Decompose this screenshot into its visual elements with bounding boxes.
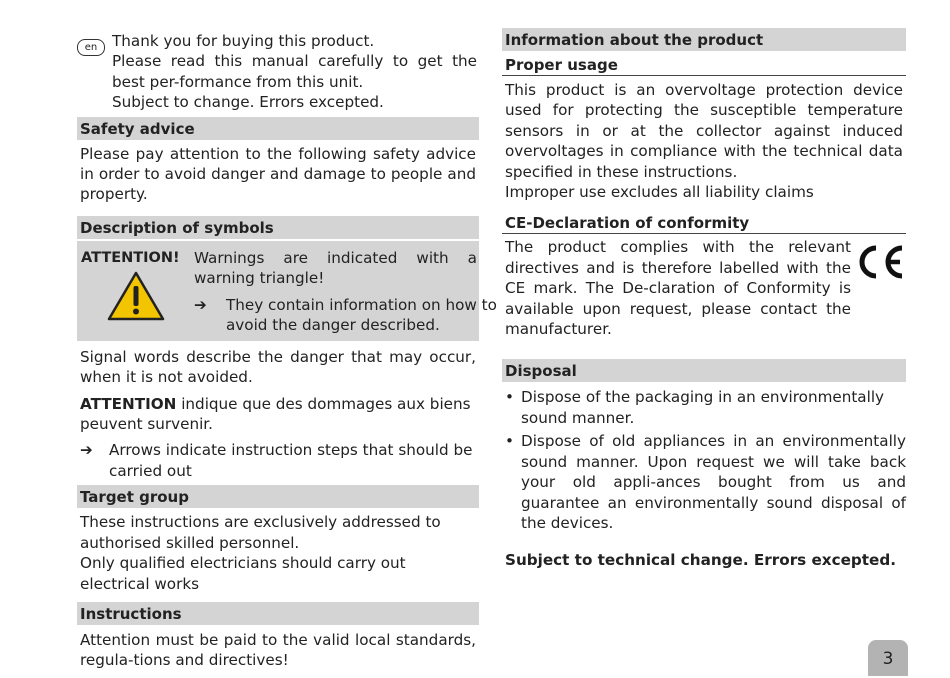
attention-label: ATTENTION! — [81, 249, 180, 266]
instructions-text: Attention must be paid to the valid local standards, regula-tions and directives! — [80, 630, 476, 670]
safety-heading: Safety advice — [77, 117, 479, 140]
arrow-right-icon: ➔ — [80, 441, 93, 460]
left-column — [77, 28, 497, 671]
target-line-2: Only qualified electricians should carry out electrical works — [80, 554, 406, 593]
usage-heading: Proper usage — [502, 54, 906, 76]
ce-heading: CE-Declaration of conformity — [502, 212, 906, 234]
intro-line-3: Subject to change. Errors excepted. — [112, 93, 384, 112]
bullet: • — [505, 388, 514, 407]
product-heading: Information about the product — [502, 28, 906, 51]
page-number: 3 — [868, 640, 908, 676]
ce-text: The product complies with the relevant directives and is therefore labelled with the CE mark. The De-claration of Conformity is available upon request, please contact the manufacturer. — [505, 238, 851, 339]
footer-note: Subject to technical change. Errors excepted. — [505, 551, 896, 570]
intro-line-1: Thank you for buying this product. — [112, 32, 375, 50]
warning-text: Warnings are indicated with a warning triangle! — [194, 248, 477, 288]
intro-line-2: Please read this manual carefully to get the best per-formance from this unit. — [112, 52, 477, 91]
list-item — [502, 431, 906, 533]
signal-text: Signal words describe the danger that may occur, when it is not avoided. — [80, 347, 476, 387]
language-badge: en — [77, 39, 105, 56]
arrows-note — [77, 440, 479, 481]
arrow-right-icon: ➔ — [194, 295, 207, 314]
intro — [77, 31, 479, 113]
warning-triangle-icon — [107, 271, 165, 321]
arrow-info — [194, 295, 509, 336]
ce-mark-icon — [854, 243, 906, 281]
right-column — [502, 28, 906, 571]
disposal-list — [502, 387, 906, 533]
list-item-text: Dispose of old appliances in an environmentally sound manner. Upon request we will take back your old appli-ances bought from us and guarantee an environmentally sound disposal of the devices. — [521, 432, 906, 532]
list-item-text: Dispose of the packaging in an environmentally sound manner. — [521, 388, 885, 427]
target-line-1: These instructions are exclusively addressed to authorised skilled personnel. — [80, 513, 441, 552]
attention-word: ATTENTION — [80, 394, 177, 413]
usage-text-2: Improper use excludes all liability claims — [505, 183, 814, 202]
arrow-info-text: They contain information on how to avoid the danger described. — [226, 295, 497, 335]
ce-section — [502, 237, 906, 339]
safety-text: Please pay attention to the following safety advice in order to avoid danger and damage to people and property. — [80, 144, 476, 204]
instructions-heading: Instructions — [77, 602, 479, 625]
bullet: • — [505, 432, 514, 451]
arrows-note-text: Arrows indicate instruction steps that should be carried out — [109, 441, 473, 480]
symbols-heading: Description of symbols — [77, 216, 479, 239]
disposal-heading: Disposal — [502, 359, 906, 382]
list-item — [502, 387, 906, 428]
target-heading: Target group — [77, 485, 479, 508]
attention-rest: indique que des dommages aux biens peuvent survenir. — [80, 394, 471, 434]
usage-text: This product is an overvoltage protection device used for protecting the susceptible temperature sensors in or at the collector against induced overvoltages in compliance with the technical data specified in these instructions. — [505, 81, 903, 181]
attention-sentence — [77, 394, 479, 435]
attention-box — [77, 241, 497, 341]
